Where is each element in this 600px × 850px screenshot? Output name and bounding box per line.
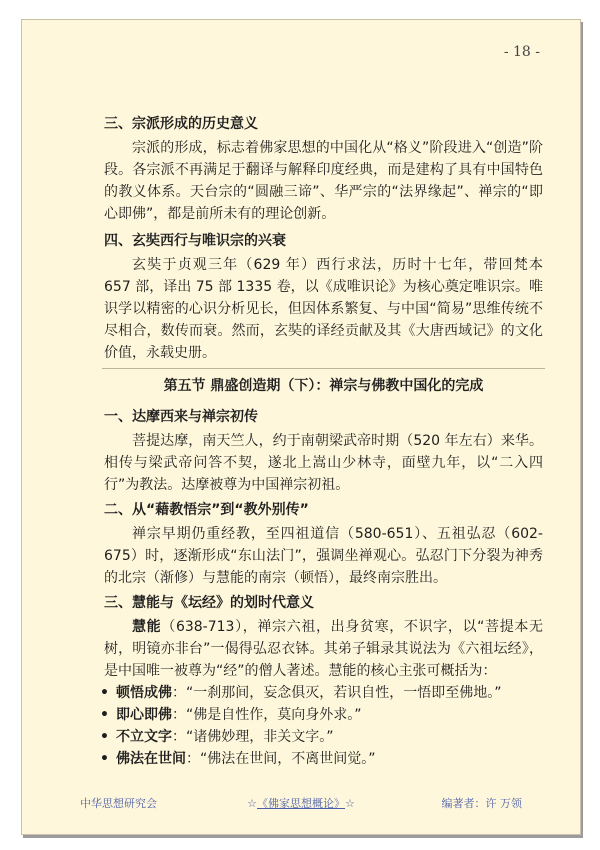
list-item bbox=[100, 704, 543, 726]
heading-teaching-shift: 二、从“藉教悟宗”到“教外别传” bbox=[104, 502, 309, 518]
list-item bbox=[100, 726, 543, 748]
document-page bbox=[21, 19, 581, 835]
heading-xuanzang: 四、玄奘西行与唯识宗的兴衰 bbox=[104, 233, 286, 249]
paragraph-huineng bbox=[104, 616, 543, 682]
list-item-text: ：“佛法在世间，不离世间觉。” bbox=[186, 751, 376, 767]
list-item bbox=[100, 682, 543, 704]
heading-bodhidharma: 一、达摩西来与禅宗初传 bbox=[104, 409, 258, 425]
paragraph-teaching-shift: 禅宗早期仍重经教，至四祖道信（580-651）、五祖弘忍（602-675）时，逐渐形成“东山法门”，强调坐禅观心。弘忍门下分裂为神秀的北宗（渐修）与慧能的南宗（顿悟），最终南宗胜出。 bbox=[104, 526, 543, 586]
bullet-icon: • bbox=[100, 707, 109, 723]
list-item-text: ：“诸佛妙理，非关文字。” bbox=[172, 729, 334, 745]
bullet-icon: • bbox=[100, 685, 109, 701]
page-number: - 18 - bbox=[503, 44, 540, 60]
list-item-term: 即心即佛 bbox=[116, 707, 172, 723]
huineng-name: 慧能 bbox=[132, 619, 162, 635]
bullet-icon: • bbox=[100, 729, 109, 745]
footer-organization: 中华思想研究会 bbox=[80, 797, 157, 810]
bullet-icon: • bbox=[100, 751, 109, 767]
list-item-term: 不立文字 bbox=[116, 729, 172, 745]
heading-huineng: 三、慧能与《坛经》的划时代意义 bbox=[104, 595, 314, 611]
section5-title: 第五节 鼎盛创造期（下）：禅宗与佛教中国化的完成 bbox=[163, 378, 484, 394]
list-item-text: ：“一刹那间，妄念俱灭，若识自性，一悟即至佛地。” bbox=[172, 685, 502, 701]
star-icon: ☆ bbox=[345, 797, 355, 810]
star-icon: ☆ bbox=[247, 797, 257, 810]
heading-sect-formation: 三、宗派形成的历史意义 bbox=[104, 116, 258, 132]
list-item bbox=[100, 748, 543, 770]
list-item-term: 顿悟成佛 bbox=[116, 685, 172, 701]
list-item-text: ：“佛是自性作，莫向身外求。” bbox=[172, 707, 362, 723]
page-content bbox=[100, 114, 544, 770]
paragraph-bodhidharma: 菩提达摩，南天竺人，约于南朝梁武帝时期（520 年左右）来华。相传与梁武帝问答不契，遂北上嵩山少林寺，面壁九年，以“二入四行”为教法。达摩被尊为中国禅宗初祖。 bbox=[104, 433, 543, 493]
huineng-text: （638-713），禅宗六祖，出身贫寒，不识字，以“菩提本无树，明镜亦非台”一偈得弘忍衣钵。其弟子辑录其说法为《六祖坛经》，是中国唯一被尊为“经”的僧人著述。慧能的核心主张可概括为： bbox=[104, 619, 544, 679]
paragraph-sect-formation: 宗派的形成，标志着佛家思想的中国化从“格义”阶段进入“创造”阶段。各宗派不再满足于翻译与解释印度经典，而是建构了具有中国特色的教义体系。天台宗的“圆融三谛”、华严宗的“法界缘起”、禅宗的“即心即佛”，都是前所未有的理论创新。 bbox=[104, 140, 543, 222]
footer-title-link[interactable]: 《佛家思想概论》 bbox=[257, 797, 345, 810]
list-item-term: 佛法在世间 bbox=[116, 751, 186, 767]
footer-author: 编著者：许 万领 bbox=[441, 797, 522, 810]
paragraph-xuanzang: 玄奘于贞观三年（629 年）西行求法，历时十七年，带回梵本 657 部，译出 75 部 1335 卷，以《成唯识论》为核心奠定唯识宗。唯识学以精密的心识分析见长，但因体系繁复、与中国“简易”思维传统不尽相合，数传而衰。然而，玄奘的译经贡献及其《大唐西域记》的文化价值，永载史册。 bbox=[104, 257, 543, 361]
huineng-core-list bbox=[100, 682, 543, 770]
section-divider bbox=[102, 368, 545, 369]
